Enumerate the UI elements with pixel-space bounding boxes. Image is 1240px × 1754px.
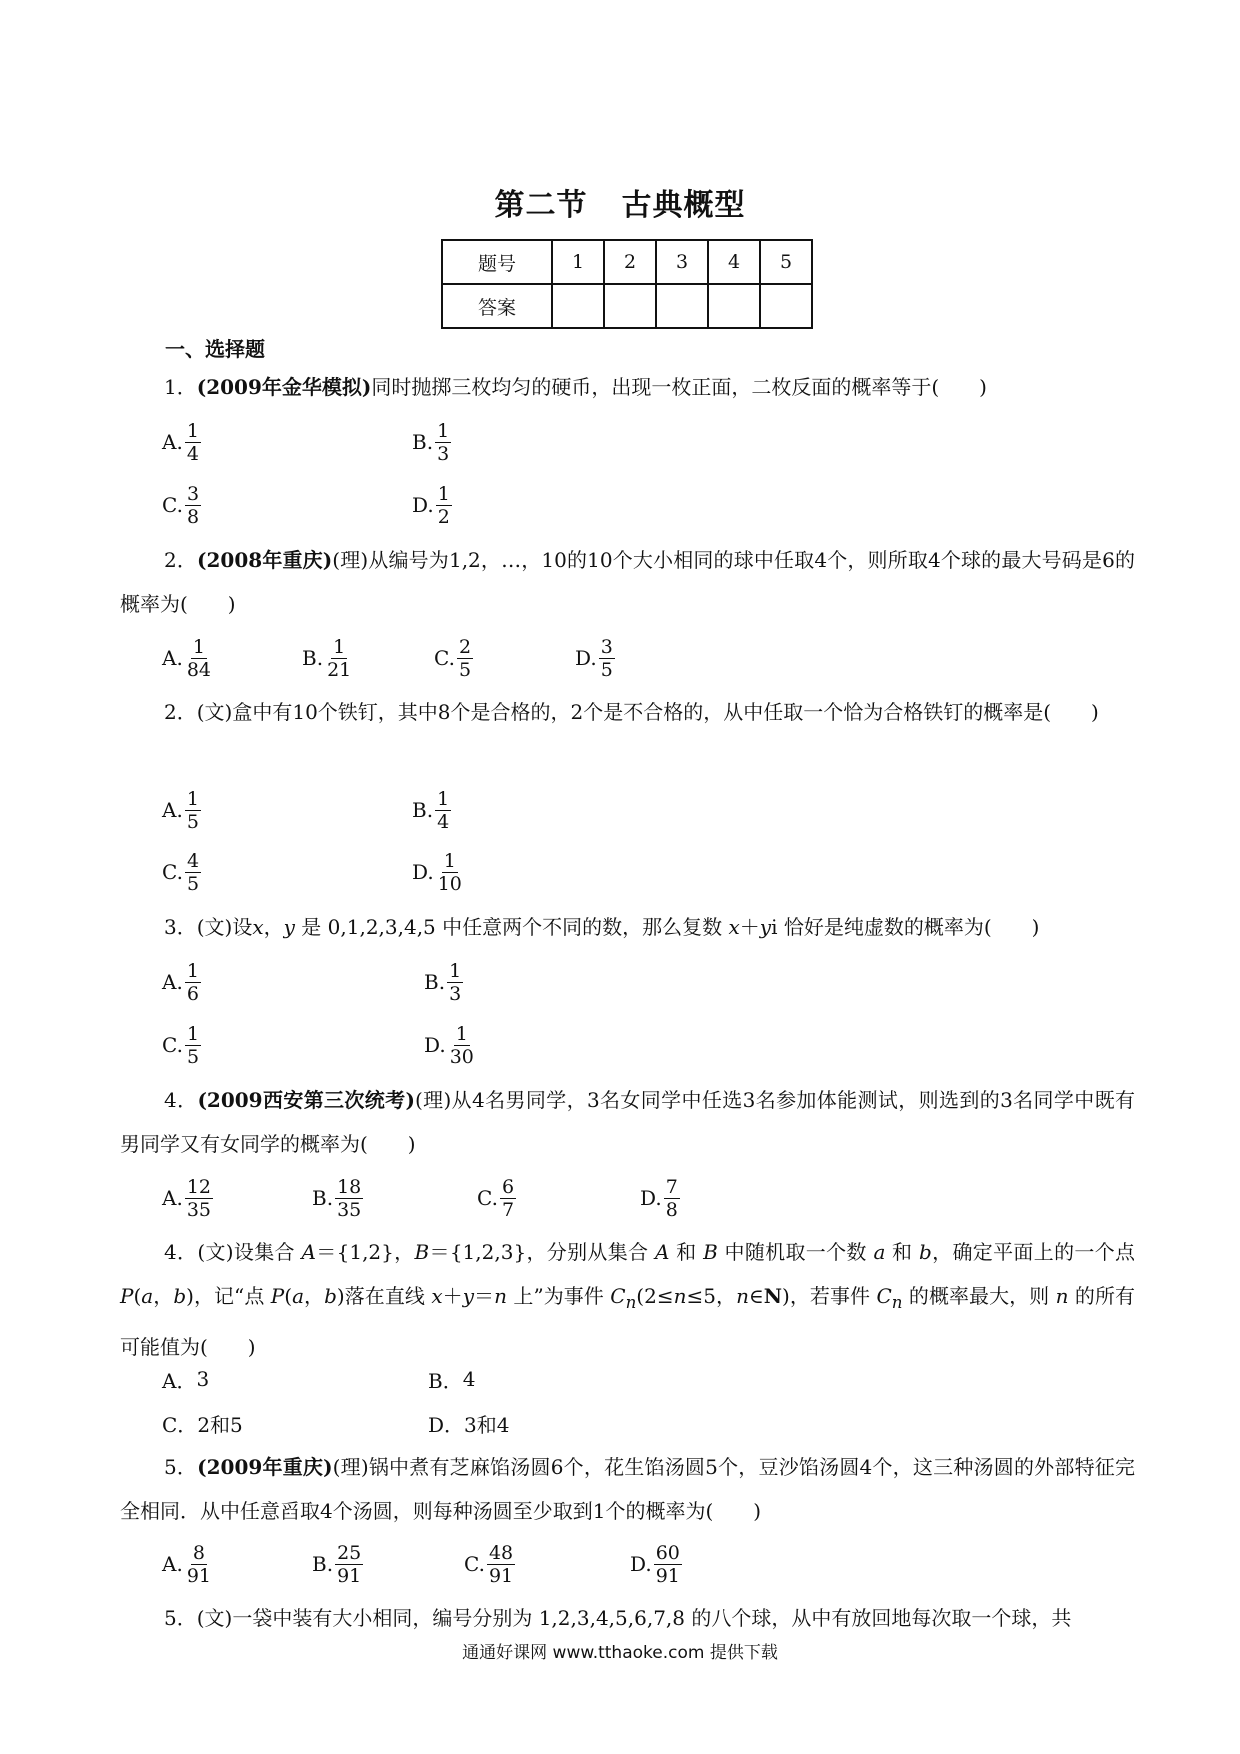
- fraction: [335, 1176, 363, 1221]
- numerator: 1: [186, 959, 199, 982]
- option-letter: A.: [162, 1552, 183, 1576]
- title-part2: 古典概型: [621, 188, 746, 223]
- option-d[interactable]: [412, 842, 464, 902]
- denominator: 8: [665, 1198, 678, 1221]
- numerator: 1: [437, 787, 450, 810]
- denominator: 35: [337, 1198, 362, 1221]
- fraction: [435, 420, 451, 465]
- option-letter: C.: [162, 493, 183, 517]
- denominator: 4: [437, 810, 450, 833]
- option-c[interactable]: [434, 628, 473, 688]
- question-number: 2．: [164, 700, 197, 724]
- question-text: (文)一袋中装有大小相同，编号分别为 1,2,3,4,5,6,7,8 的八个球，从中有放回地每次取一个球，共: [196, 1606, 1072, 1630]
- fraction: [185, 1023, 201, 1068]
- option-letter: D.: [412, 493, 434, 517]
- answer-table-header-row: [442, 240, 812, 284]
- denominator: 91: [337, 1564, 362, 1587]
- answer-table-number: 3: [656, 240, 708, 284]
- option-letter: A.: [162, 1186, 183, 1210]
- question-text: (文)设: [196, 915, 253, 939]
- footer: 通通好课网 www.tthaoke.com 提供下载: [462, 1643, 778, 1663]
- section-heading: 一、选择题: [165, 337, 265, 361]
- denominator: 5: [186, 810, 199, 833]
- question-source: (2009年金华模拟): [196, 375, 372, 399]
- question-5-science: [120, 1445, 1135, 1533]
- question-4-arts: 4．(文)设集合 A＝{1,2}，B＝{1,2,3}，分别从集合 A 和 B 中随机取一个数 a 和 b，确定平面上的一个点 P(a，b)，记“点 P(a，b)落在直线 x＋y＝n 上”为事件 $C_n(2\le n\le 5$，n∈N)，若事件 $C_n$ 的概率最大，则 n 的所有可能值为( ): [120, 1240, 1136, 1359]
- option-letter: B.: [312, 1186, 334, 1210]
- option-letter: A.: [162, 430, 183, 454]
- answer-cell[interactable]: [760, 284, 812, 328]
- fraction: [457, 636, 473, 681]
- answer-table: [441, 239, 813, 329]
- option-b[interactable]: [424, 952, 463, 1012]
- option-c[interactable]: [162, 842, 201, 902]
- question-number: 5．: [164, 1455, 198, 1479]
- option-d[interactable]: [575, 628, 615, 688]
- question-number: 4．: [164, 1088, 198, 1112]
- fraction: [185, 960, 201, 1005]
- option-letter: D．: [428, 1412, 465, 1437]
- numerator: 1: [437, 482, 450, 505]
- answer-cell[interactable]: [656, 284, 708, 328]
- question-4-science: [120, 1078, 1135, 1166]
- numerator: 4: [186, 849, 200, 872]
- numerator: 60: [655, 1541, 680, 1564]
- numerator: 1: [186, 419, 199, 442]
- denominator: 91: [655, 1564, 680, 1587]
- option-d[interactable]: [424, 1015, 476, 1075]
- option-value: 2和5: [197, 1412, 243, 1437]
- question-text: (理)从4名男同学，3名女同学中任选3名参加体能测试，则选到的3名同学中既有男同学又有女同学的概率为( ): [120, 1088, 1135, 1156]
- fraction: [325, 636, 353, 681]
- numerator: 2: [458, 635, 472, 658]
- question-1: [120, 365, 1135, 409]
- numerator: 6: [501, 1175, 515, 1198]
- numerator: 1: [186, 1022, 200, 1045]
- denominator: 91: [186, 1564, 211, 1587]
- numerator: 18: [337, 1175, 362, 1198]
- option-d[interactable]: [640, 1168, 680, 1228]
- option-a[interactable]: [162, 1534, 213, 1594]
- denominator: 6: [186, 982, 199, 1005]
- numerator: 25: [337, 1541, 362, 1564]
- option-a[interactable]: [162, 780, 201, 840]
- denominator: 8: [186, 505, 200, 528]
- option-letter: C.: [162, 860, 183, 884]
- numerator: 7: [665, 1175, 678, 1198]
- fraction: [185, 1176, 213, 1221]
- question-text: (理)锅中煮有芝麻馅汤圆6个，花生馅汤圆5个，豆沙馅汤圆4个，这三种汤圆的外部特征完全相同．从中任意舀取4个汤圆，则每种汤圆至少取到1个的概率为( ): [120, 1455, 1136, 1523]
- option-c[interactable]: [162, 1401, 243, 1445]
- numerator: 1: [443, 849, 456, 872]
- option-b[interactable]: [302, 628, 353, 688]
- denominator: 3: [437, 442, 450, 465]
- option-b[interactable]: [412, 412, 451, 472]
- fraction: [185, 420, 201, 465]
- question-source: (2009西安第三次统考): [197, 1088, 415, 1112]
- option-b[interactable]: [412, 780, 451, 840]
- option-d[interactable]: [412, 475, 452, 535]
- option-letter: A．: [162, 1368, 197, 1393]
- numerator: 1: [333, 635, 346, 658]
- question-source: (2009年重庆): [197, 1455, 333, 1479]
- option-letter: A.: [162, 798, 183, 822]
- denominator: 35: [186, 1198, 211, 1221]
- denominator: 5: [458, 658, 472, 681]
- fraction: [500, 1176, 516, 1221]
- option-a[interactable]: [162, 412, 201, 472]
- fraction: [335, 1542, 363, 1587]
- question-number: 2．: [164, 548, 198, 572]
- fraction: [448, 1023, 476, 1068]
- question-number: 4．: [164, 1240, 198, 1264]
- fraction: [185, 1542, 213, 1587]
- fraction: [436, 483, 452, 528]
- numerator: 1: [186, 787, 199, 810]
- option-a[interactable]: [162, 952, 201, 1012]
- answer-table-label-answer: 答案: [442, 284, 552, 328]
- option-letter: D.: [424, 1033, 446, 1057]
- denominator: 3: [449, 982, 462, 1005]
- option-c[interactable]: [162, 475, 201, 535]
- page-title: [0, 180, 1240, 224]
- numerator: 48: [488, 1541, 514, 1564]
- denominator: 84: [186, 658, 211, 681]
- fraction: [447, 960, 463, 1005]
- question-number: 5．: [164, 1606, 197, 1630]
- numerator: 1: [449, 959, 462, 982]
- numerator: 8: [192, 1541, 205, 1564]
- option-d[interactable]: [630, 1534, 682, 1594]
- question-2-arts: [120, 690, 1135, 734]
- question-source: (2008年重庆): [197, 548, 333, 572]
- denominator: 91: [488, 1564, 514, 1587]
- denominator: 21: [327, 658, 352, 681]
- denominator: 2: [437, 505, 450, 528]
- option-c[interactable]: [162, 1015, 201, 1075]
- option-value: 3和4: [464, 1412, 510, 1437]
- fraction: [599, 636, 615, 681]
- fraction: [185, 850, 201, 895]
- option-letter: C.: [434, 646, 455, 670]
- option-letter: B.: [424, 970, 446, 994]
- option-letter: B．: [428, 1368, 463, 1393]
- numerator: 1: [192, 635, 205, 658]
- answer-cell[interactable]: [604, 284, 656, 328]
- denominator: 5: [186, 1045, 200, 1068]
- option-letter: C．: [162, 1412, 198, 1437]
- answer-cell[interactable]: [552, 284, 604, 328]
- answer-table-number: 2: [604, 240, 656, 284]
- option-letter: A.: [162, 646, 183, 670]
- option-d[interactable]: [428, 1401, 510, 1445]
- option-letter: B.: [312, 1552, 334, 1576]
- denominator: 5: [186, 872, 200, 895]
- option-letter: C.: [477, 1186, 498, 1210]
- option-letter: D.: [640, 1186, 662, 1210]
- option-letter: C.: [162, 1033, 183, 1057]
- denominator: 30: [449, 1045, 474, 1068]
- fraction: [664, 1176, 680, 1221]
- option-letter: D.: [575, 646, 597, 670]
- question-number: 3．: [164, 915, 197, 939]
- question-3: 3．(文)设x，y 是 0,1,2,3,4,5 中任意两个不同的数，那么复数 x＋yi 恰好是纯虚数的概率为( ): [164, 915, 1040, 939]
- fraction: [185, 483, 201, 528]
- denominator: 5: [600, 658, 613, 681]
- option-a[interactable]: [162, 1168, 213, 1228]
- fraction: [436, 850, 464, 895]
- option-letter: B.: [412, 430, 434, 454]
- denominator: 4: [186, 442, 199, 465]
- fraction: [185, 636, 213, 681]
- answer-table-label-number: 题号: [442, 240, 552, 284]
- numerator: 12: [186, 1175, 211, 1198]
- option-value: 3: [196, 1367, 210, 1391]
- question-text: (文)盒中有10个铁钉，其中8个是合格的，2个是不合格的，从中任取一个恰为合格铁钉的概率是( ): [196, 700, 1099, 724]
- title-part1: 第二节: [494, 188, 588, 223]
- fraction: [435, 788, 451, 833]
- fraction: [185, 788, 201, 833]
- option-a[interactable]: [162, 1357, 209, 1401]
- question-2-science: [120, 538, 1135, 626]
- question-text: 同时抛掷三枚均匀的硬币，出现一枚正面，二枚反面的概率等于( ): [371, 375, 987, 399]
- answer-table-number: 4: [708, 240, 760, 284]
- option-b[interactable]: [312, 1168, 363, 1228]
- denominator: 7: [501, 1198, 515, 1221]
- question-number: 1．: [164, 375, 197, 399]
- option-value: 4: [462, 1367, 476, 1391]
- fraction: [654, 1542, 682, 1587]
- option-a[interactable]: [162, 628, 213, 688]
- option-letter: B.: [302, 646, 324, 670]
- question-text: (理)从编号为1,2，…，10的10个大小相同的球中任取4个，则所取4个球的最大号码是6的概率为( ): [120, 548, 1135, 616]
- option-c[interactable]: [477, 1168, 516, 1228]
- answer-cell[interactable]: [708, 284, 760, 328]
- numerator: 3: [600, 635, 613, 658]
- option-b[interactable]: [428, 1357, 475, 1401]
- option-letter: C.: [464, 1552, 485, 1576]
- numerator: 1: [455, 1022, 468, 1045]
- denominator: 10: [437, 872, 462, 895]
- option-letter: B.: [412, 798, 434, 822]
- fraction: [487, 1542, 515, 1587]
- question-5-arts: [120, 1596, 1135, 1640]
- answer-table-number: 5: [760, 240, 812, 284]
- option-letter: D.: [630, 1552, 652, 1576]
- option-b[interactable]: [312, 1534, 363, 1594]
- option-letter: A.: [162, 970, 183, 994]
- answer-table-number: 1: [552, 240, 604, 284]
- numerator: 3: [186, 482, 200, 505]
- numerator: 1: [437, 419, 450, 442]
- option-letter: D.: [412, 860, 434, 884]
- option-c[interactable]: [464, 1534, 515, 1594]
- answer-table-answer-row: [442, 284, 812, 328]
